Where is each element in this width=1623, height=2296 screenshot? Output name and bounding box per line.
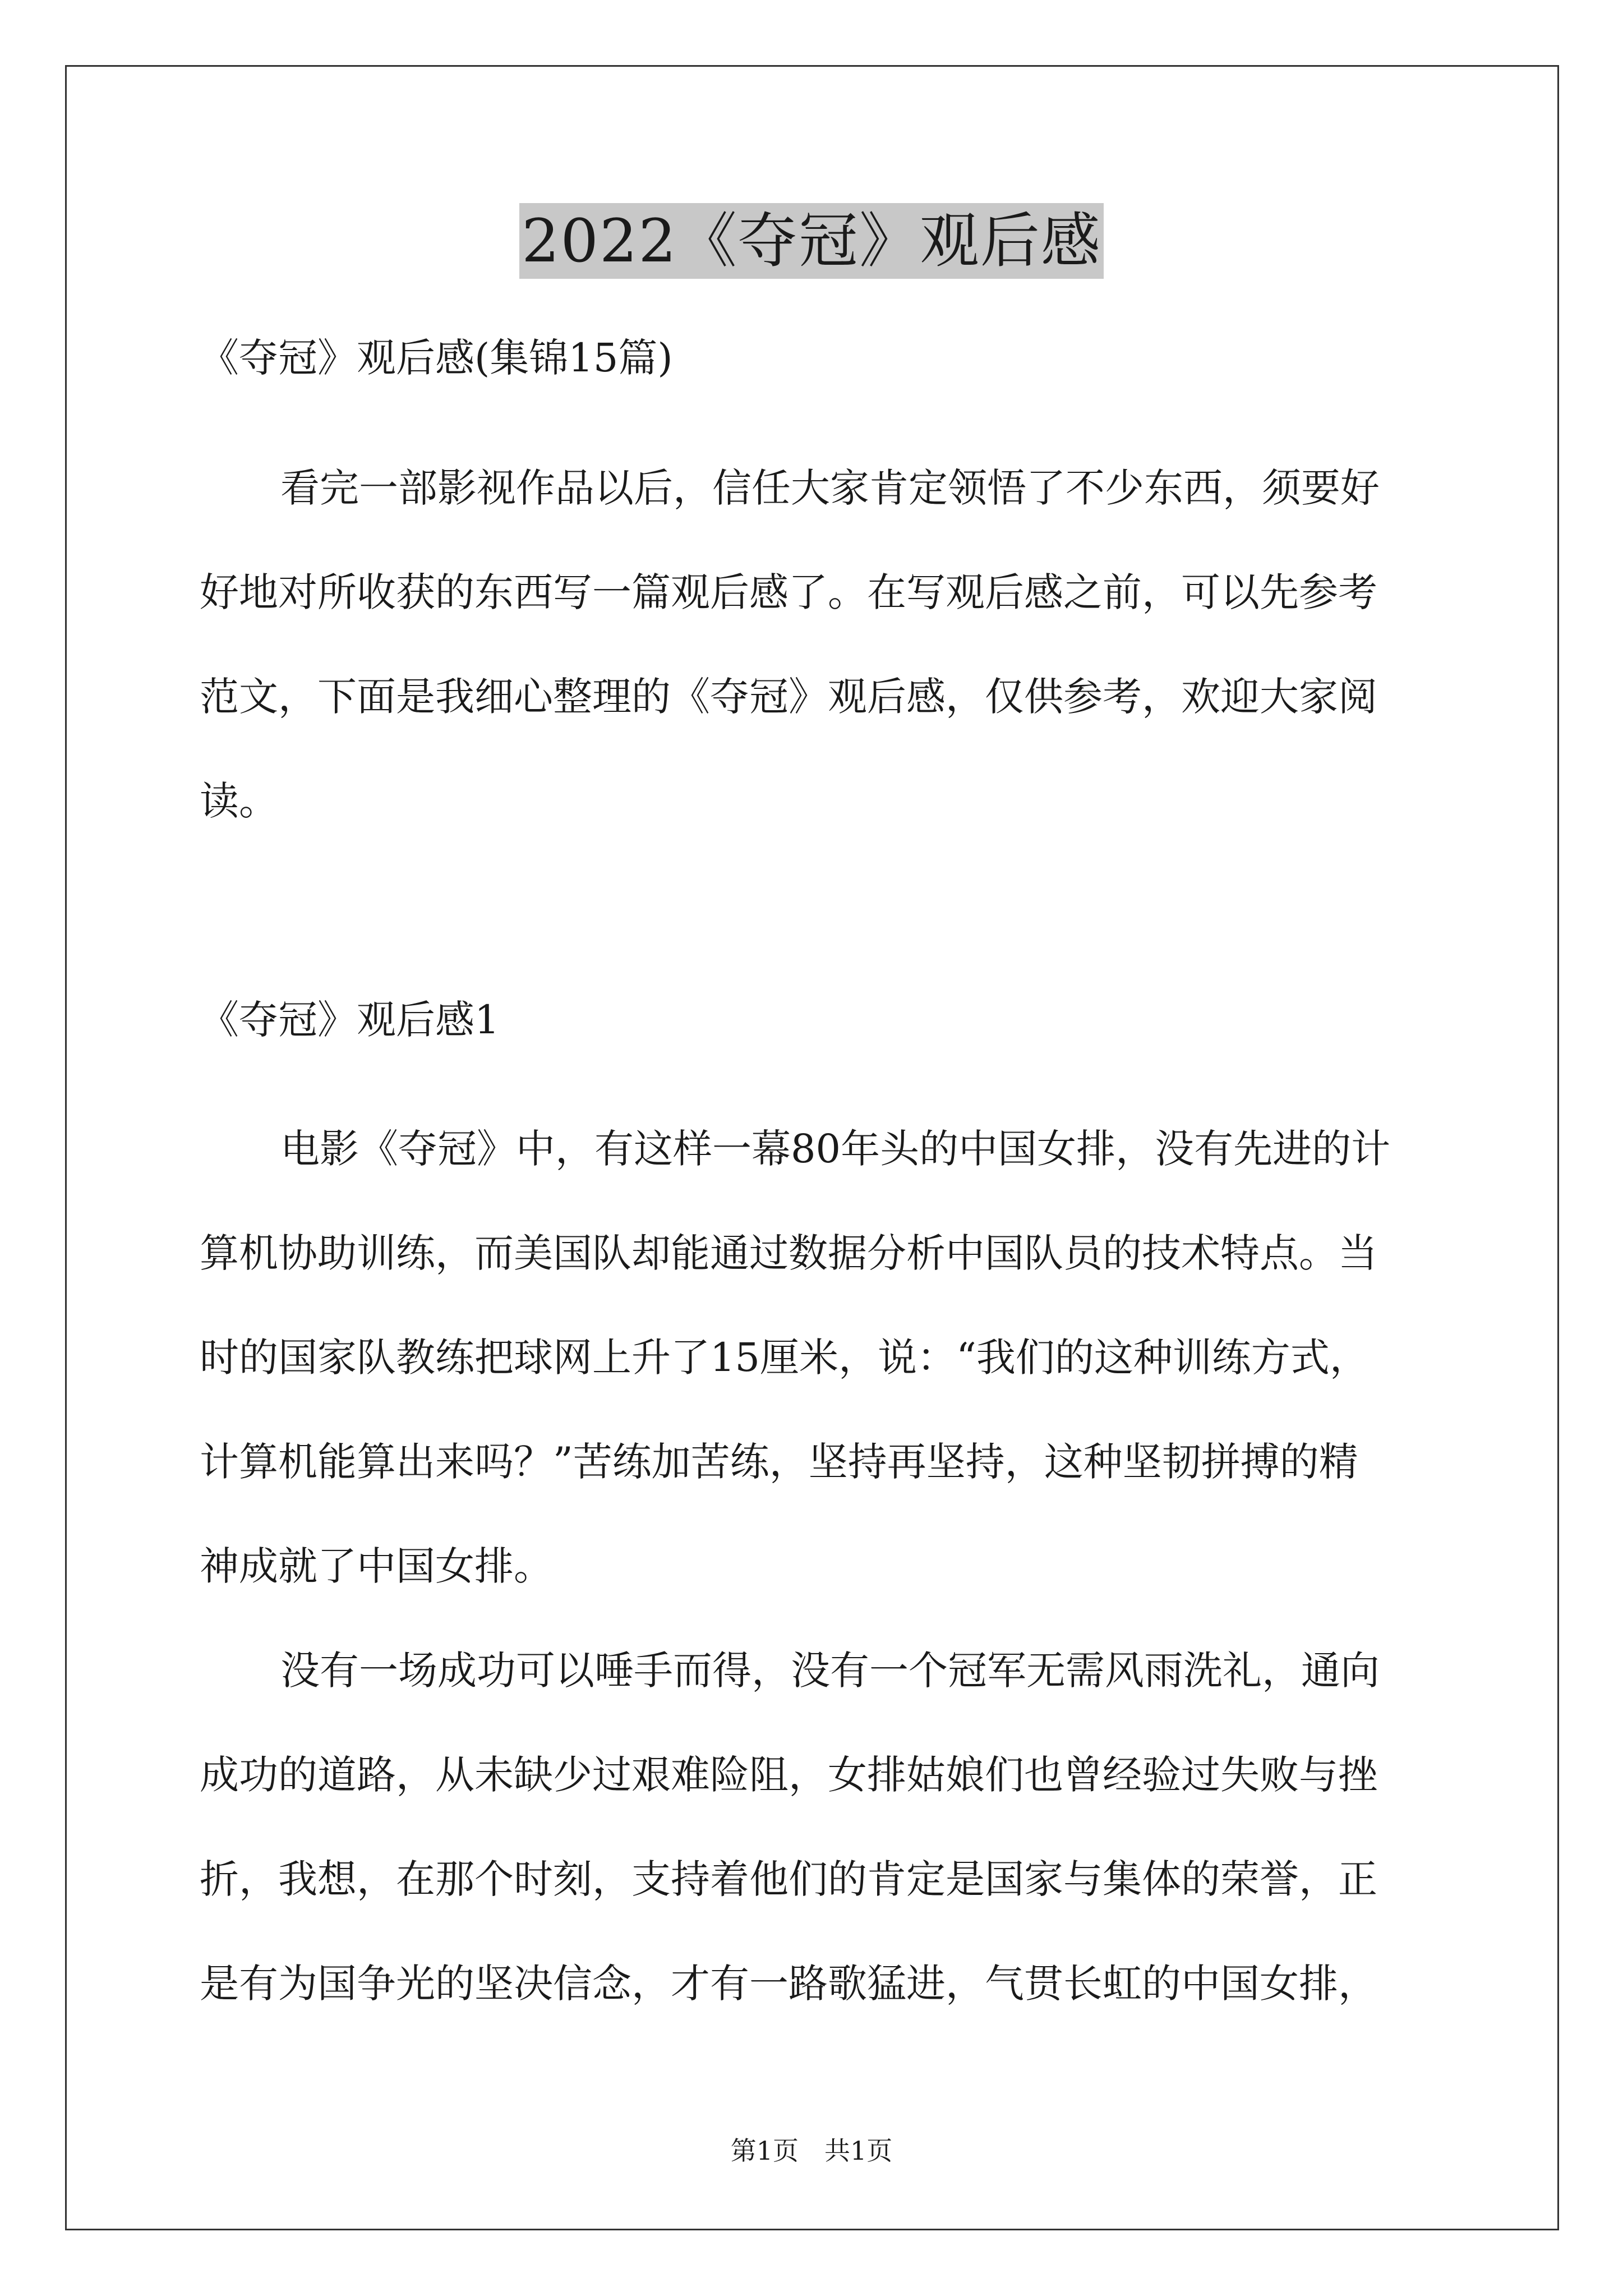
page-footer: 第1页 共1页 [730, 2136, 893, 2166]
para1-line-1: 电影《夺冠》中，有这样一幕80年头的中国女排，没有先进的计 [280, 1126, 1391, 1172]
intro-line-1: 看完一部影视作品以后，信任大家肯定领悟了不少东西，须要好 [280, 465, 1380, 511]
para2-line-4: 是有为国争光的坚决信念，才有一路歌猛进，气贯长虹的中国女排， [200, 1961, 1377, 2007]
para1-line-4: 计算机能算出来吗？”苦练加苦练，坚持再坚持，这种坚韧拼搏的精 [200, 1439, 1358, 1485]
para2-line-2: 成功的道路，从未缺少过艰难险阻，女排姑娘们也曾经验过失败与挫 [200, 1752, 1377, 1798]
para1-line-5: 神成就了中国女排。 [200, 1543, 553, 1589]
document-subtitle: 《夺冠》观后感(集锦15篇) [200, 335, 673, 381]
section-heading: 《夺冠》观后感1 [200, 997, 500, 1043]
document-title [0, 202, 1623, 280]
para1-line-3: 时的国家队教练把球网上升了15厘米，说：“我们的这种训练方式， [200, 1335, 1369, 1381]
para1-line-2: 算机协助训练，而美国队却能通过数据分析中国队员的技术特点。当 [200, 1230, 1377, 1276]
para2-line-1: 没有一场成功可以唾手而得，没有一个冠军无需风雨洗礼，通向 [280, 1648, 1380, 1694]
intro-line-2: 好地对所收获的东西写一篇观后感了。在写观后感之前，可以先参考 [200, 569, 1377, 615]
intro-line-3: 范文，下面是我细心整理的《夺冠》观后感，仅供参考，欢迎大家阅 [200, 674, 1377, 720]
document-title-text: 2022《夺冠》观后感 [519, 203, 1104, 279]
para2-line-3: 折，我想，在那个时刻，支持着他们的肯定是国家与集体的荣誉，正 [200, 1856, 1377, 1902]
intro-line-4: 读。 [200, 778, 278, 824]
